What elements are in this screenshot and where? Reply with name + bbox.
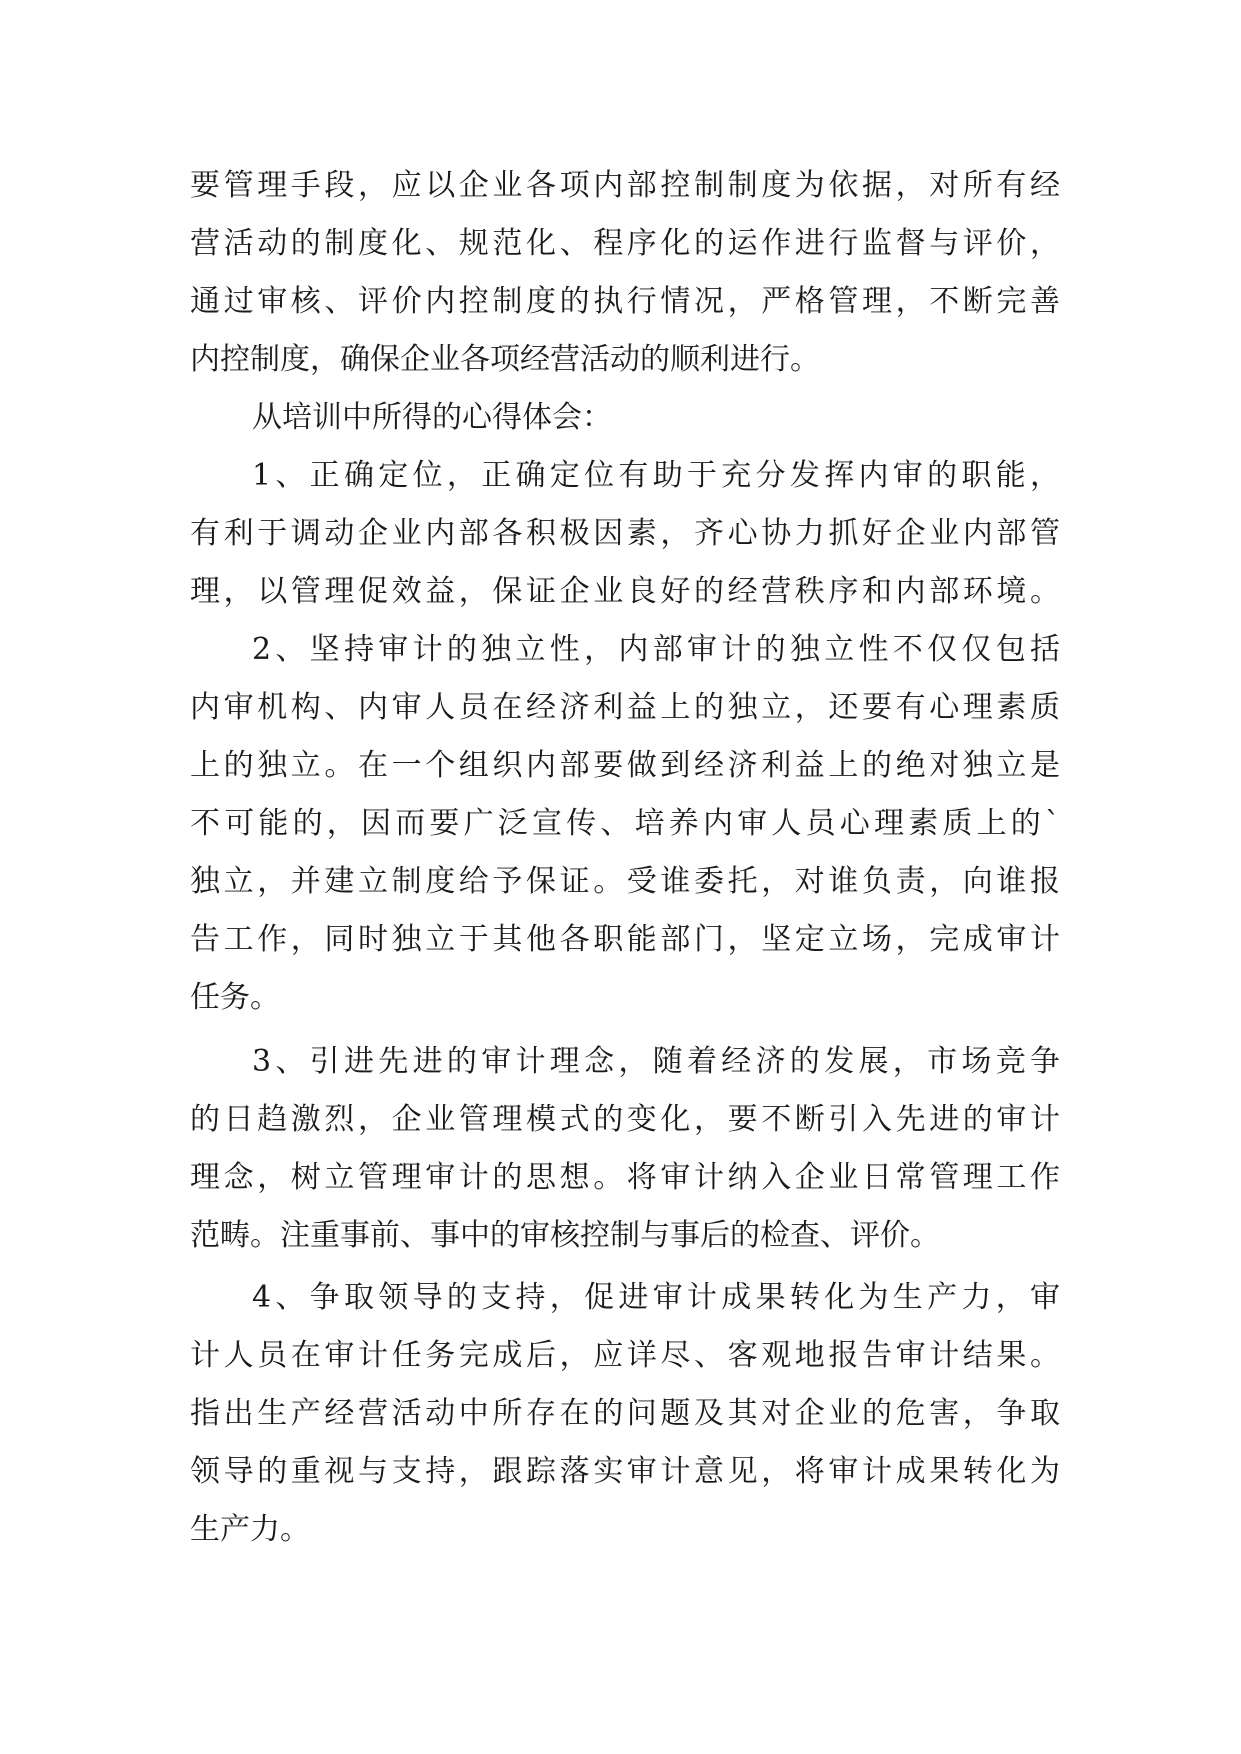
text-line: 要管理手段，应以企业各项内部控制制度为依据，对所有经 <box>190 168 1060 203</box>
text-line: 领导的重视与支持，跟踪落实审计意见，将审计成果转化为 <box>190 1454 1060 1489</box>
text-line: 营活动的制度化、规范化、程序化的运作进行监督与评价， <box>190 226 1060 261</box>
text-line: 上的独立。在一个组织内部要做到经济利益上的绝对独立是 <box>190 748 1060 783</box>
text-line: 内控制度，确保企业各项经营活动的顺利进行。 <box>190 342 820 377</box>
text-line: 不可能的，因而要广泛宣传、培养内审人员心理素质上的` <box>190 806 1060 841</box>
text-line: 生产力。 <box>190 1512 310 1547</box>
text-line: 独立，并建立制度给予保证。受谁委托，对谁负责，向谁报 <box>190 864 1060 899</box>
text-line: 范畴。注重事前、事中的审核控制与事后的检查、评价。 <box>190 1218 940 1253</box>
text-line: 2、坚持审计的独立性，内部审计的独立性不仅仅包括 <box>252 632 1060 667</box>
text-line: 告工作，同时独立于其他各职能部门，坚定立场，完成审计 <box>190 922 1060 957</box>
text-line: 理，以管理促效益，保证企业良好的经营秩序和内部环境。 <box>190 574 1060 609</box>
text-line: 通过审核、评价内控制度的执行情况，严格管理，不断完善 <box>190 284 1060 319</box>
text-line: 任务。 <box>190 980 280 1015</box>
text-line: 3、引进先进的审计理念，随着经济的发展，市场竞争 <box>252 1044 1060 1079</box>
text-line: 计人员在审计任务完成后，应详尽、客观地报告审计结果。 <box>190 1338 1060 1373</box>
text-line: 指出生产经营活动中所存在的问题及其对企业的危害，争取 <box>190 1396 1060 1431</box>
text-line: 4、争取领导的支持，促进审计成果转化为生产力，审 <box>252 1280 1060 1315</box>
text-line: 理念，树立管理审计的思想。将审计纳入企业日常管理工作 <box>190 1160 1060 1195</box>
text-line: 1、正确定位，正确定位有助于充分发挥内审的职能， <box>252 458 1060 493</box>
section-heading: 从培训中所得的心得体会： <box>252 400 612 435</box>
text-line: 的日趋激烈，企业管理模式的变化，要不断引入先进的审计 <box>190 1102 1060 1137</box>
text-line: 内审机构、内审人员在经济利益上的独立，还要有心理素质 <box>190 690 1060 725</box>
text-line: 有利于调动企业内部各积极因素，齐心协力抓好企业内部管 <box>190 516 1060 551</box>
